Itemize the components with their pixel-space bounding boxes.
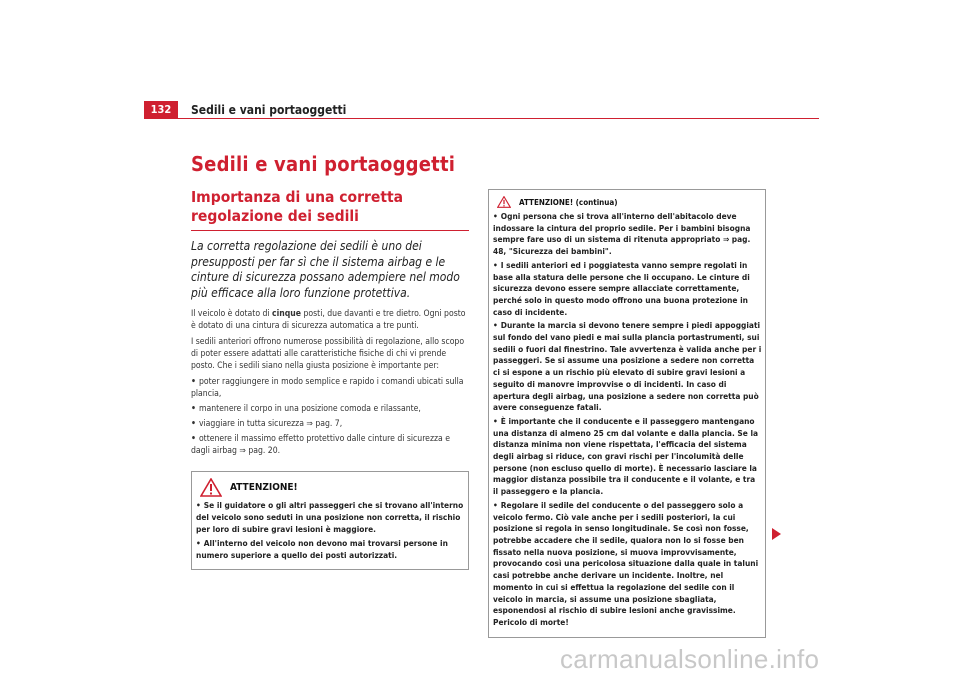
paragraph-adjustment: I sedili anteriori offrono numerose possibilità di regolazione, allo scopo di poter essere adattati alle caratteristiche fisiche di chi vi prende posto. Che i sedili siano nella giusta posizione è importante per: bbox=[191, 337, 465, 372]
bullet-icon: • bbox=[493, 499, 498, 510]
warning-list bbox=[493, 211, 762, 629]
bullet-icon: • bbox=[191, 404, 196, 415]
list-item bbox=[493, 260, 762, 319]
list-item bbox=[191, 376, 469, 400]
list-item bbox=[191, 403, 469, 415]
list-item bbox=[493, 320, 762, 414]
list-item-text: I sedili anteriori ed i poggiatesta vanno sempre regolati in base alla statura delle persone che li occupano. Le cinture di sicurezza devono essere sempre allacciate correttamente, perché solo in questo modo offrono una buona protezione in caso di incidente. bbox=[493, 259, 750, 317]
list-item-text: È importante che il conducente e il passeggero mantengano una distanza di almeno 25 cm dal volante e dalla plancia. Se la distanza minima non viene rispettata, l'efficacia del sistema degli airbag si riduce, con gravi rischi per l'incolumità delle persone (non escluso quello di morte). È necessario lasciare la maggior distanza possibile tra il conducente e il volante, e tra il passeggero e la plancia. bbox=[493, 415, 759, 497]
list-item-text: mantenere il corpo in una posizione comoda e rilassante, bbox=[198, 404, 421, 415]
para1-text-start: Il veicolo è dotato di bbox=[191, 309, 273, 320]
list-item-text: Ogni persona che si trova all'interno dell'abitacolo deve indossare la cintura del proprio sedile. Per i bambini bisogna sempre fare uso di un sistema di ritenuta appropriato ⇒ pag. 48, "Sicurezza dei bambini". bbox=[493, 211, 751, 257]
warning-box-continued bbox=[488, 189, 766, 638]
list-item bbox=[196, 538, 464, 562]
warning-list bbox=[196, 500, 464, 561]
list-item bbox=[493, 416, 762, 498]
warning-label: ATTENZIONE! (continua) bbox=[519, 197, 618, 207]
list-item bbox=[196, 500, 464, 535]
list-item-text: Se il guidatore o gli altri passeggeri che si trovano all'interno del veicolo sono seduti in una posizione non corretta, il rischio per loro di subire gravi lesioni è maggiore. bbox=[196, 500, 464, 534]
warning-header bbox=[493, 196, 762, 208]
watermark: carmanualsonline.info bbox=[560, 644, 820, 674]
warning-label: ATTENZIONE! bbox=[230, 482, 298, 494]
list-item-text: All'interno del veicolo non devono mai trovarsi persone in numero superiore a quello dei posti autorizzati. bbox=[196, 537, 448, 560]
list-item bbox=[191, 418, 469, 430]
warning-box bbox=[191, 471, 469, 570]
warning-triangle-icon bbox=[200, 478, 222, 497]
left-column bbox=[191, 188, 469, 570]
bullet-icon: • bbox=[196, 500, 201, 511]
list-item bbox=[191, 433, 469, 457]
chapter-title: Sedili e vani portaoggetti bbox=[191, 152, 456, 176]
bullet-icon: • bbox=[191, 419, 196, 430]
bullet-icon: • bbox=[493, 320, 498, 331]
list-item-text: Regolare il sedile del conducente o del passeggero solo a veicolo fermo. Ciò vale anche per i sedili posteriori, la cui posizione si regola in senso longitudinale. Se così non fosse, potrebbe accadere che il sedile, qualora non lo si fosse ben fissato nella nuova posizione, si muova improvvisamente, provocando così una pericolosa situazione dalla quale in taluni casi potrebbe anche derivare un incidente. Inoltre, nel momento in cui si effettua la regolazione del sedile con il veicolo in marcia, si assume una posizione sbagliata, esponendosi al rischio di subire lesioni anche gravissime. Pericolo di morte! bbox=[493, 499, 759, 627]
list-item bbox=[493, 211, 762, 258]
next-page-arrow-icon bbox=[772, 528, 781, 540]
section-title: Importanza di una corretta regolazione dei sedili bbox=[191, 188, 469, 231]
bullet-icon: • bbox=[191, 434, 196, 445]
header-rule bbox=[144, 118, 819, 119]
page-number: 132 bbox=[144, 101, 178, 118]
bullet-icon: • bbox=[493, 259, 498, 270]
section-intro: La corretta regolazione dei sedili è uno dei presupposti per far sì che il sistema airbag e le cinture di sicurezza possano adempiere nel modo più efficace alla loro funzione protettiva. bbox=[191, 239, 460, 300]
bullet-icon: • bbox=[493, 211, 498, 221]
warning-triangle-icon bbox=[497, 196, 511, 208]
list-item bbox=[493, 500, 762, 629]
warning-header bbox=[196, 478, 464, 497]
running-title: Sedili e vani portaoggetti bbox=[191, 103, 347, 117]
bullet-icon: • bbox=[191, 377, 196, 388]
list-item-text: ottenere il massimo effetto protettivo dalle cinture di sicurezza e dagli airbag ⇒ pag. 20. bbox=[191, 434, 451, 457]
benefits-list bbox=[191, 376, 469, 457]
list-item-text: Durante la marcia si devono tenere sempre i piedi appoggiati sul fondo del vano piedi e mai sulla plancia portastrumenti, sui sedili o fuori dal finestrino. Tale avvertenza è valida anche per i passeggeri. Se si assume una posizione a sedere non corretta ci si espone a un rischio più elevato di subire gravi lesioni a seguito di manovre improvvise o di incidenti. In caso di apertura degli airbag, una posizione a sedere non corretta può avere conseguenze fatali. bbox=[493, 320, 762, 413]
bullet-icon: • bbox=[196, 537, 201, 548]
para1-bold: cinque bbox=[272, 309, 302, 320]
bullet-icon: • bbox=[493, 415, 498, 426]
para1-text-end: posti, due davanti e tre dietro. Ogni posto è dotato di una cintura di sicurezza automatica a tre punti. bbox=[191, 309, 466, 332]
list-item-text: viaggiare in tutta sicurezza ⇒ pag. 7, bbox=[198, 419, 343, 430]
paragraph-seats bbox=[191, 308, 469, 332]
list-item-text: poter raggiungere in modo semplice e rapido i comandi ubicati sulla plancia, bbox=[191, 377, 464, 400]
